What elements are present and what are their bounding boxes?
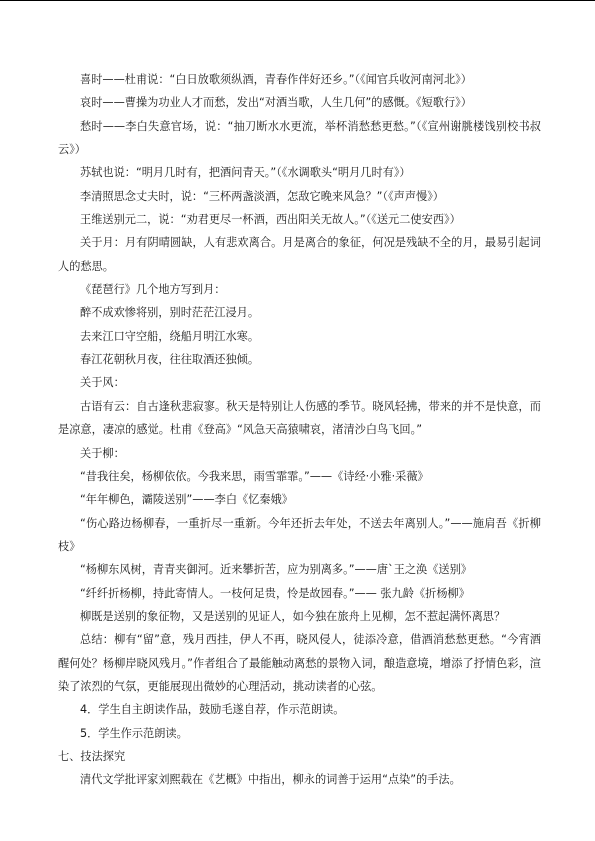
paragraph-pipa-line-2: 去来江口守空船，绕船月明江水寒。 bbox=[80, 329, 260, 343]
paragraph-about-wind-heading: 关于风： bbox=[80, 376, 125, 390]
paragraph-happy-du-fu: 喜时——杜甫说：“白日放歌须纵酒，青春作伴好还乡。”（《闻官兵收河南河北》） bbox=[80, 73, 472, 86]
paragraph-su-shi: 苏轼也说：“明月几时有，把酒问青天。”（《水调歌头“明月几时有》） bbox=[80, 166, 411, 180]
paragraph-li-qingzhao: 李清照思念丈夫时，说：“三杯两盏淡酒，怎敌它晚来风急？”（《声声慢》） bbox=[80, 189, 444, 203]
paragraph-willow-quote-2: “年年柳色，灞陵送别”——李白《忆秦娥》 bbox=[80, 493, 293, 507]
page-top-rule bbox=[0, 0, 595, 1]
paragraph-willow-quote-4: “杨柳东风树，青青夹御河。近来攀折苦，应为别离多。”——唐`王之涣《送别》 bbox=[80, 563, 472, 577]
paragraph-willow-quote-3: “伤心路边杨柳春，一重折尽一重新。今年还折去年处，不送去年离别人。”——施肩吾《折柳枝》 bbox=[58, 516, 541, 553]
paragraph-willow-symbol: 柳既是送别的象征物，又是送别的见证人，如今独在旅舟上见柳，怎不惹起满怀离思？ bbox=[80, 609, 506, 623]
paragraph-summary: 总结：柳有“留”意，残月西挂，伊人不再，晓风侵人，徒添冷意，借酒消愁愁更愁。“今宵酒醒何处？杨柳岸晓风残月。”作者组合了最能触动离愁的景物入词，酿造意境，增添了抒情色彩，渲染了浓烈的气氛，更能展现出微妙的心理活动，挑动读者的心弦。 bbox=[58, 633, 541, 693]
paragraph-about-willow-heading: 关于柳： bbox=[80, 446, 125, 460]
paragraph-pipa-line-3: 春江花朝秋月夜，往往取酒还独倾。 bbox=[80, 353, 260, 367]
paragraph-pipa-line-1: 醉不成欢惨将别，别时茫茫江浸月。 bbox=[80, 306, 260, 320]
paragraph-sorrow-li-bai: 愁时——李白失意官场，说：“抽刀断水水更流，举杯消愁愁更愁。”（《宣州谢朓楼饯别校书叔云》） bbox=[58, 119, 541, 157]
paragraph-wang-wei: 王维送别元二，说：“劝君更尽一杯酒，西出阳关无故人。”（《送元二使安西》） bbox=[80, 213, 461, 227]
paragraph-sad-cao-cao: 哀时——曹操为功业人才而愁，发出“对酒当歌，人生几何”的感慨。《短歌行》） bbox=[80, 96, 472, 110]
paragraph-pipa-intro: 《琵琶行》几个地方写到月： bbox=[80, 283, 226, 297]
paragraph-willow-quote-5: “纤纤折杨柳，持此寄情人。一枝何足贵，怜是故园春。”—— 张九龄《折杨柳》 bbox=[80, 586, 470, 600]
paragraph-step-5: 5．学生作示范朗读。 bbox=[80, 726, 188, 740]
paragraph-willow-quote-1: “昔我往矣，杨柳依依。今我来思，雨雪霏霏。”——《诗经·小雅·采薇》 bbox=[80, 469, 429, 483]
paragraph-about-moon: 关于月：月有阴晴圆缺，人有悲欢离合。月是离合的象征，何况是残缺不全的月，最易引起词人的愁思。 bbox=[58, 236, 541, 273]
paragraph-about-wind: 古语有云：自古逢秋悲寂寥。秋天是特别让人伤感的季节。晓风轻拂，带来的并不是快意，而是凉意，凄凉的感觉。杜甫《登高》“风急天高猿啸哀，渚清沙白鸟飞回。” bbox=[58, 399, 541, 437]
paragraph-step-4: 4．学生自主朗读作品，鼓励毛遂自荐，作示范朗读。 bbox=[80, 703, 345, 717]
section-heading-technique: 七、技法探究 bbox=[58, 749, 126, 763]
paragraph-technique-intro: 清代文学批评家刘熙载在《艺概》中指出，柳永的词善于运用“点染”的手法。 bbox=[80, 773, 461, 787]
document-page bbox=[58, 68, 541, 792]
